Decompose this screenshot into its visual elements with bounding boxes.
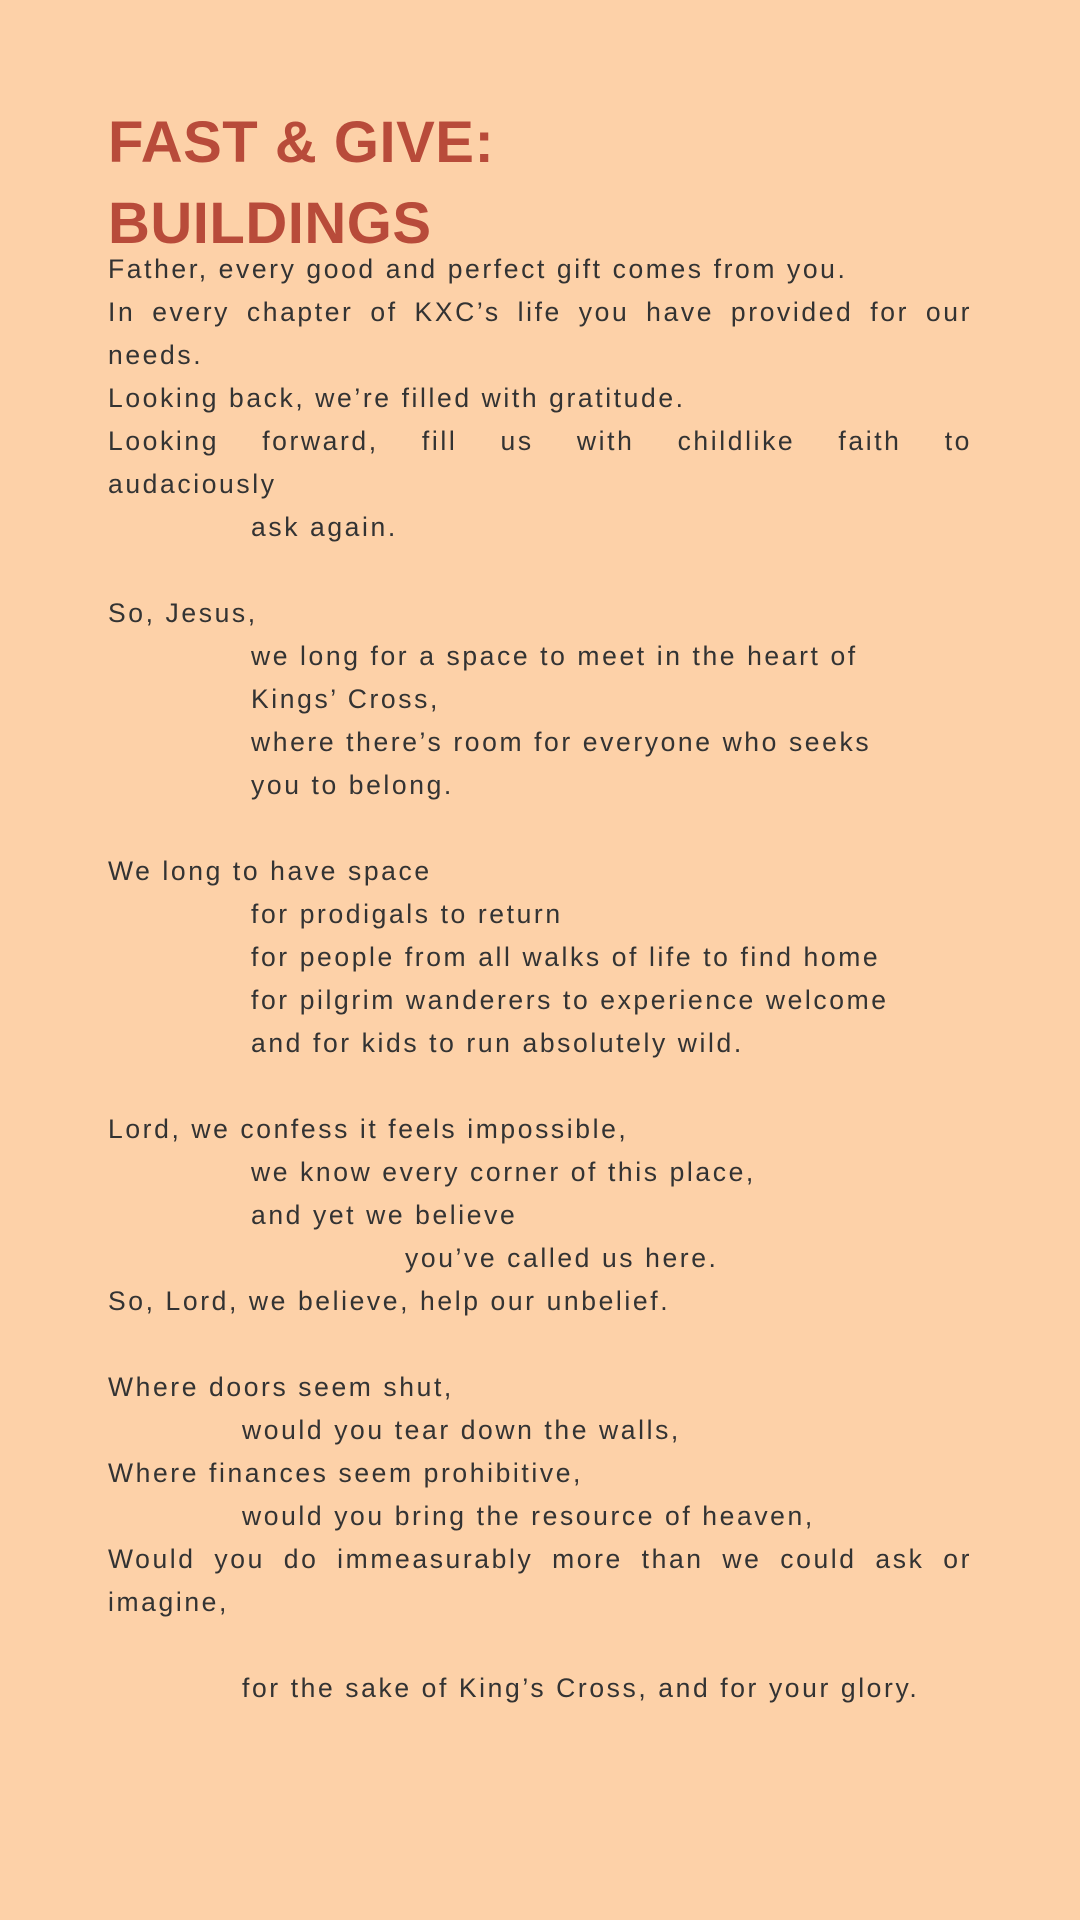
prayer-line: So, Jesus, (108, 598, 258, 628)
prayer-line: you to belong. (251, 770, 454, 800)
prayer-line: imagine, (108, 1587, 229, 1617)
prayer-line: Where finances seem prohibitive, (108, 1458, 583, 1488)
prayer-line: Would you do immeasurably more than we could ask or (108, 1544, 972, 1574)
prayer-line: audaciously (108, 469, 277, 499)
prayer-line: you’ve called us here. (405, 1243, 719, 1273)
prayer-line: needs. (108, 340, 204, 370)
prayer-line: for prodigals to return (251, 899, 563, 929)
prayer-line: In every chapter of KXC’s life you have provided for our (108, 297, 972, 327)
page-title-line-1: FAST & GIVE: (108, 110, 495, 175)
prayer-line: and yet we believe (251, 1200, 518, 1230)
prayer-line: for people from all walks of life to find home (251, 942, 881, 972)
page-title-line-2: BUILDINGS (108, 191, 432, 256)
prayer-line: We long to have space (108, 856, 432, 886)
prayer-line: So, Lord, we believe, help our unbelief. (108, 1286, 671, 1316)
prayer-line: we long for a space to meet in the heart of (251, 641, 858, 671)
prayer-line: and for kids to run absolutely wild. (251, 1028, 744, 1058)
prayer-line: Looking back, we’re filled with gratitude. (108, 383, 686, 413)
prayer-line: Where doors seem shut, (108, 1372, 454, 1402)
prayer-line: Lord, we confess it feels impossible, (108, 1114, 629, 1144)
prayer-line: for pilgrim wanderers to experience welcome (251, 985, 889, 1015)
prayer-line: Kings’ Cross, (251, 684, 440, 714)
prayer-line: for the sake of King’s Cross, and for your glory. (242, 1673, 920, 1703)
prayer-line: we know every corner of this place, (251, 1157, 756, 1187)
prayer-line: Looking forward, fill us with childlike faith to (108, 426, 972, 456)
prayer-line: where there’s room for everyone who seeks (251, 727, 872, 757)
prayer-line: Father, every good and perfect gift comes from you. (108, 254, 848, 284)
prayer-line: would you tear down the walls, (242, 1415, 681, 1445)
prayer-page (108, 0, 972, 1920)
prayer-line: would you bring the resource of heaven, (242, 1501, 815, 1531)
prayer-line: ask again. (251, 512, 398, 542)
